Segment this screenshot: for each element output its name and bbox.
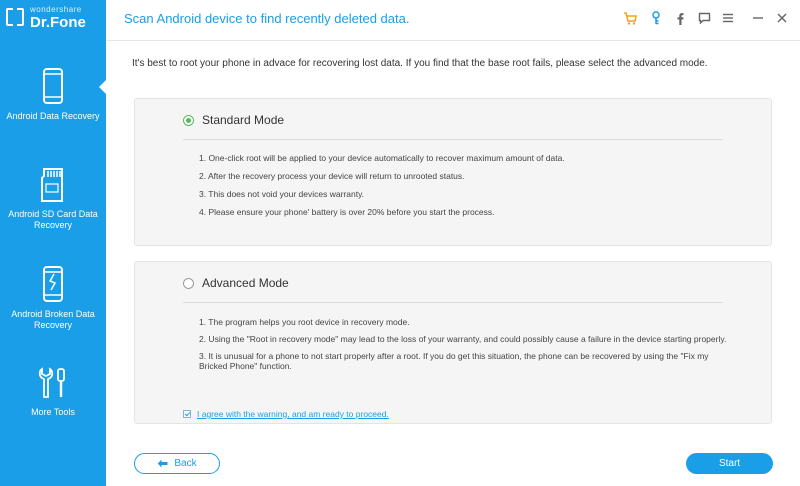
list-item: 3. This does not void your devices warranty. [199,189,365,199]
standard-mode-steps [199,153,739,225]
agree-checkbox[interactable] [183,410,191,418]
logo-brand-small: wondershare [30,5,82,14]
list-item: 2. After the recovery process your device will return to unrooted status. [199,171,465,181]
advanced-mode-radio[interactable] [183,278,194,289]
standard-mode-label: Standard Mode [202,113,285,127]
menu-icon[interactable] [720,10,736,26]
title-bar [106,0,800,38]
phone-icon [0,68,106,107]
list-item: 3. It is unusual for a phone to not start properly after a root. If you do get this situation, the phone can be recovered by using the "Fix my Bricked Phone" function. [199,351,709,371]
divider [183,139,723,140]
sidebar-item-label: Android Data Recovery [6,111,100,121]
page-title: Scan Android device to find recently deleted data. [124,11,410,26]
agree-warning-option[interactable] [183,409,389,419]
logo-mark-icon [6,8,24,26]
cart-icon[interactable] [622,10,638,26]
dr-fone-logo [0,0,106,38]
back-button-label: Back [174,458,197,469]
chat-icon[interactable] [696,10,712,26]
back-button[interactable] [134,453,220,474]
agree-warning-link[interactable]: I agree with the warning, and am ready to proceed. [197,409,389,419]
standard-mode-radio[interactable] [183,115,194,126]
sidebar-item-more-tools[interactable] [0,366,106,418]
sidebar [0,0,106,486]
minimize-icon[interactable] [750,10,766,26]
key-icon[interactable] [648,10,664,26]
start-button[interactable] [686,453,773,474]
sidebar-item-android-sd-card-data-recovery[interactable] [0,168,106,231]
advanced-mode-panel [134,261,772,424]
header-divider [106,40,800,41]
list-item: 1. The program helps you root device in recovery mode. [199,317,410,327]
list-item: 2. Using the "Root in recovery mode" may lead to the loss of your warranty, and could possibly cause a failure in the device starting properly. [199,334,727,344]
advanced-mode-label: Advanced Mode [202,276,289,290]
sidebar-item-label: More Tools [31,407,75,417]
standard-mode-option[interactable] [183,113,284,127]
active-indicator [99,80,106,94]
facebook-icon[interactable] [672,10,688,26]
logo-brand-name: Dr.Fone [30,14,86,31]
advanced-mode-steps [199,317,739,378]
close-icon[interactable] [774,10,790,26]
list-item: 4. Please ensure your phone' battery is over 20% before you start the process. [199,207,495,217]
list-item: 1. One-click root will be applied to your device automatically to recover maximum amount of data. [199,153,565,163]
divider [183,302,723,303]
sidebar-item-android-broken-data-recovery[interactable] [0,266,106,331]
intro-text: It's best to root your phone in advace for recovering lost data. If you find that the base root fails, please select the advanced mode. [132,58,708,69]
sidebar-item-android-data-recovery[interactable] [0,68,106,122]
back-arrow-icon [157,459,168,468]
advanced-mode-option[interactable] [183,276,289,290]
start-button-label: Start [718,458,741,469]
standard-mode-panel [134,98,772,246]
broken-phone-icon [0,266,106,305]
sidebar-item-label: Android SD Card Data Recovery [8,209,98,230]
sidebar-item-label: Android Broken Data Recovery [11,309,95,330]
sd-card-icon [0,168,106,205]
tools-icon [0,366,106,403]
